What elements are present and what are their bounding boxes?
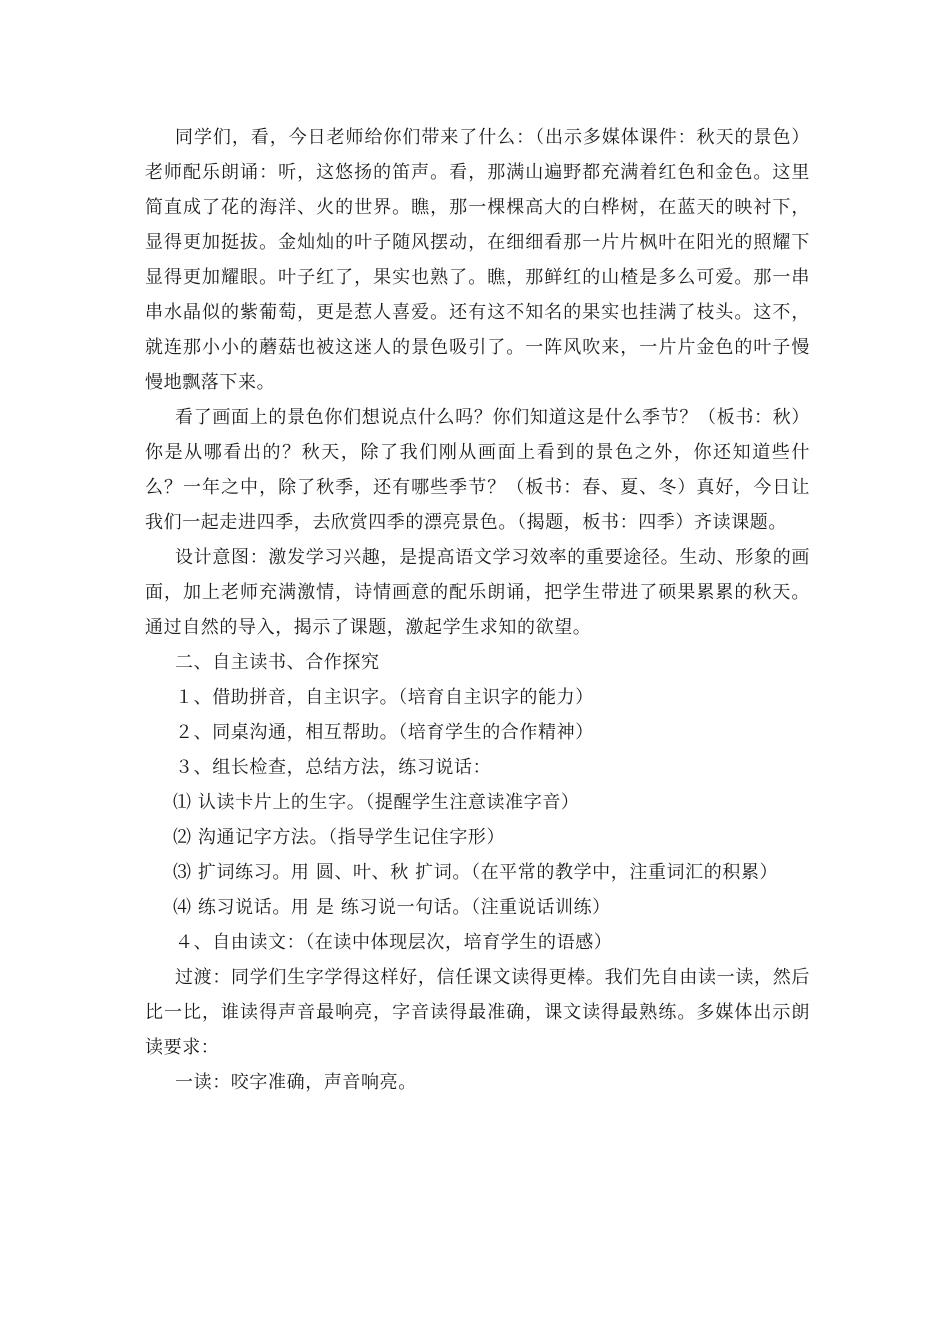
- document-body: [145, 120, 810, 1100]
- sub-list-item: ⑶ 扩词练习。用 圆、叶、秋 扩词。（在平常的教学中，注重词汇的积累）: [173, 862, 779, 883]
- sub-list-item: ⑷ 练习说话。用 是 练习说一句话。（注重说话训练）: [173, 897, 611, 918]
- paragraph-reading-requirement: 一读：咬字准确，声音响亮。: [175, 1072, 417, 1093]
- paragraph-intro: 同学们，看，今日老师给你们带来了什么：（出示多媒体课件：秋天的景色）老师配乐朗诵：听，这悠扬的笛声。看，那满山遍野都充满着红色和金色。这里简直成了花的海洋、火的世界。瞧，那一棵棵高大的白桦树，在蓝天的映衬下，显得更加挺拔。金灿灿的叶子随风摆动，在细细看那一片片枫叶在阳光的照耀下显得更加耀眼。叶子红了，果实也熟了。瞧，那鲜红的山楂是多么可爱。那一串串水晶似的紫葡萄，更是惹人喜爱。还有这不知名的果实也挂满了枝头。这不，就连那小小的蘑菇也被这迷人的景色吸引了。一阵风吹来，一片片金色的叶子慢慢地飘落下来。: [145, 127, 810, 393]
- section-heading: 二、自主读书、合作探究: [175, 652, 380, 673]
- sub-list-item: ⑴ 认读卡片上的生字。（提醒学生注意读准字音）: [173, 792, 580, 813]
- paragraph-season-question: 看了画面上的景色你们想说点什么吗？你们知道这是什么季节？（板书：秋）你是从哪看出的？秋天，除了我们刚从画面上看到的景色之外，你还知道些什么？一年之中，除了秋季，还有哪些季节？（板书：春、夏、冬）真好，今日让我们一起走进四季，去欣赏四季的漂亮景色。（揭题，板书：四季）齐读课题。: [145, 407, 810, 533]
- paragraph-design-intent: 设计意图：激发学习兴趣，是提高语文学习效率的重要途径。生动、形象的画面，加上老师充满激情，诗情画意的配乐朗诵，把学生带进了硕果累累的秋天。通过自然的导入，揭示了课题，激起学生求知的欲望。: [145, 547, 810, 638]
- list-item: １、借助拼音，自主识字。（培育自主识字的能力）: [175, 687, 594, 708]
- list-item: ３、组长检查，总结方法，练习说话：: [175, 757, 492, 778]
- sub-list-item: ⑵ 沟通记字方法。（指导学生记住字形）: [173, 827, 506, 848]
- list-item: ２、同桌沟通，相互帮助。（培育学生的合作精神）: [175, 722, 594, 743]
- paragraph-transition: 过渡：同学们生字学得这样好，信任课文读得更棒。我们先自由读一读，然后比一比，谁读得声音最响亮，字音读得最准确，课文读得最熟练。多媒体出示朗读要求：: [145, 967, 810, 1058]
- list-item: ４、自由读文：（在读中体现层次，培育学生的语感）: [175, 932, 613, 953]
